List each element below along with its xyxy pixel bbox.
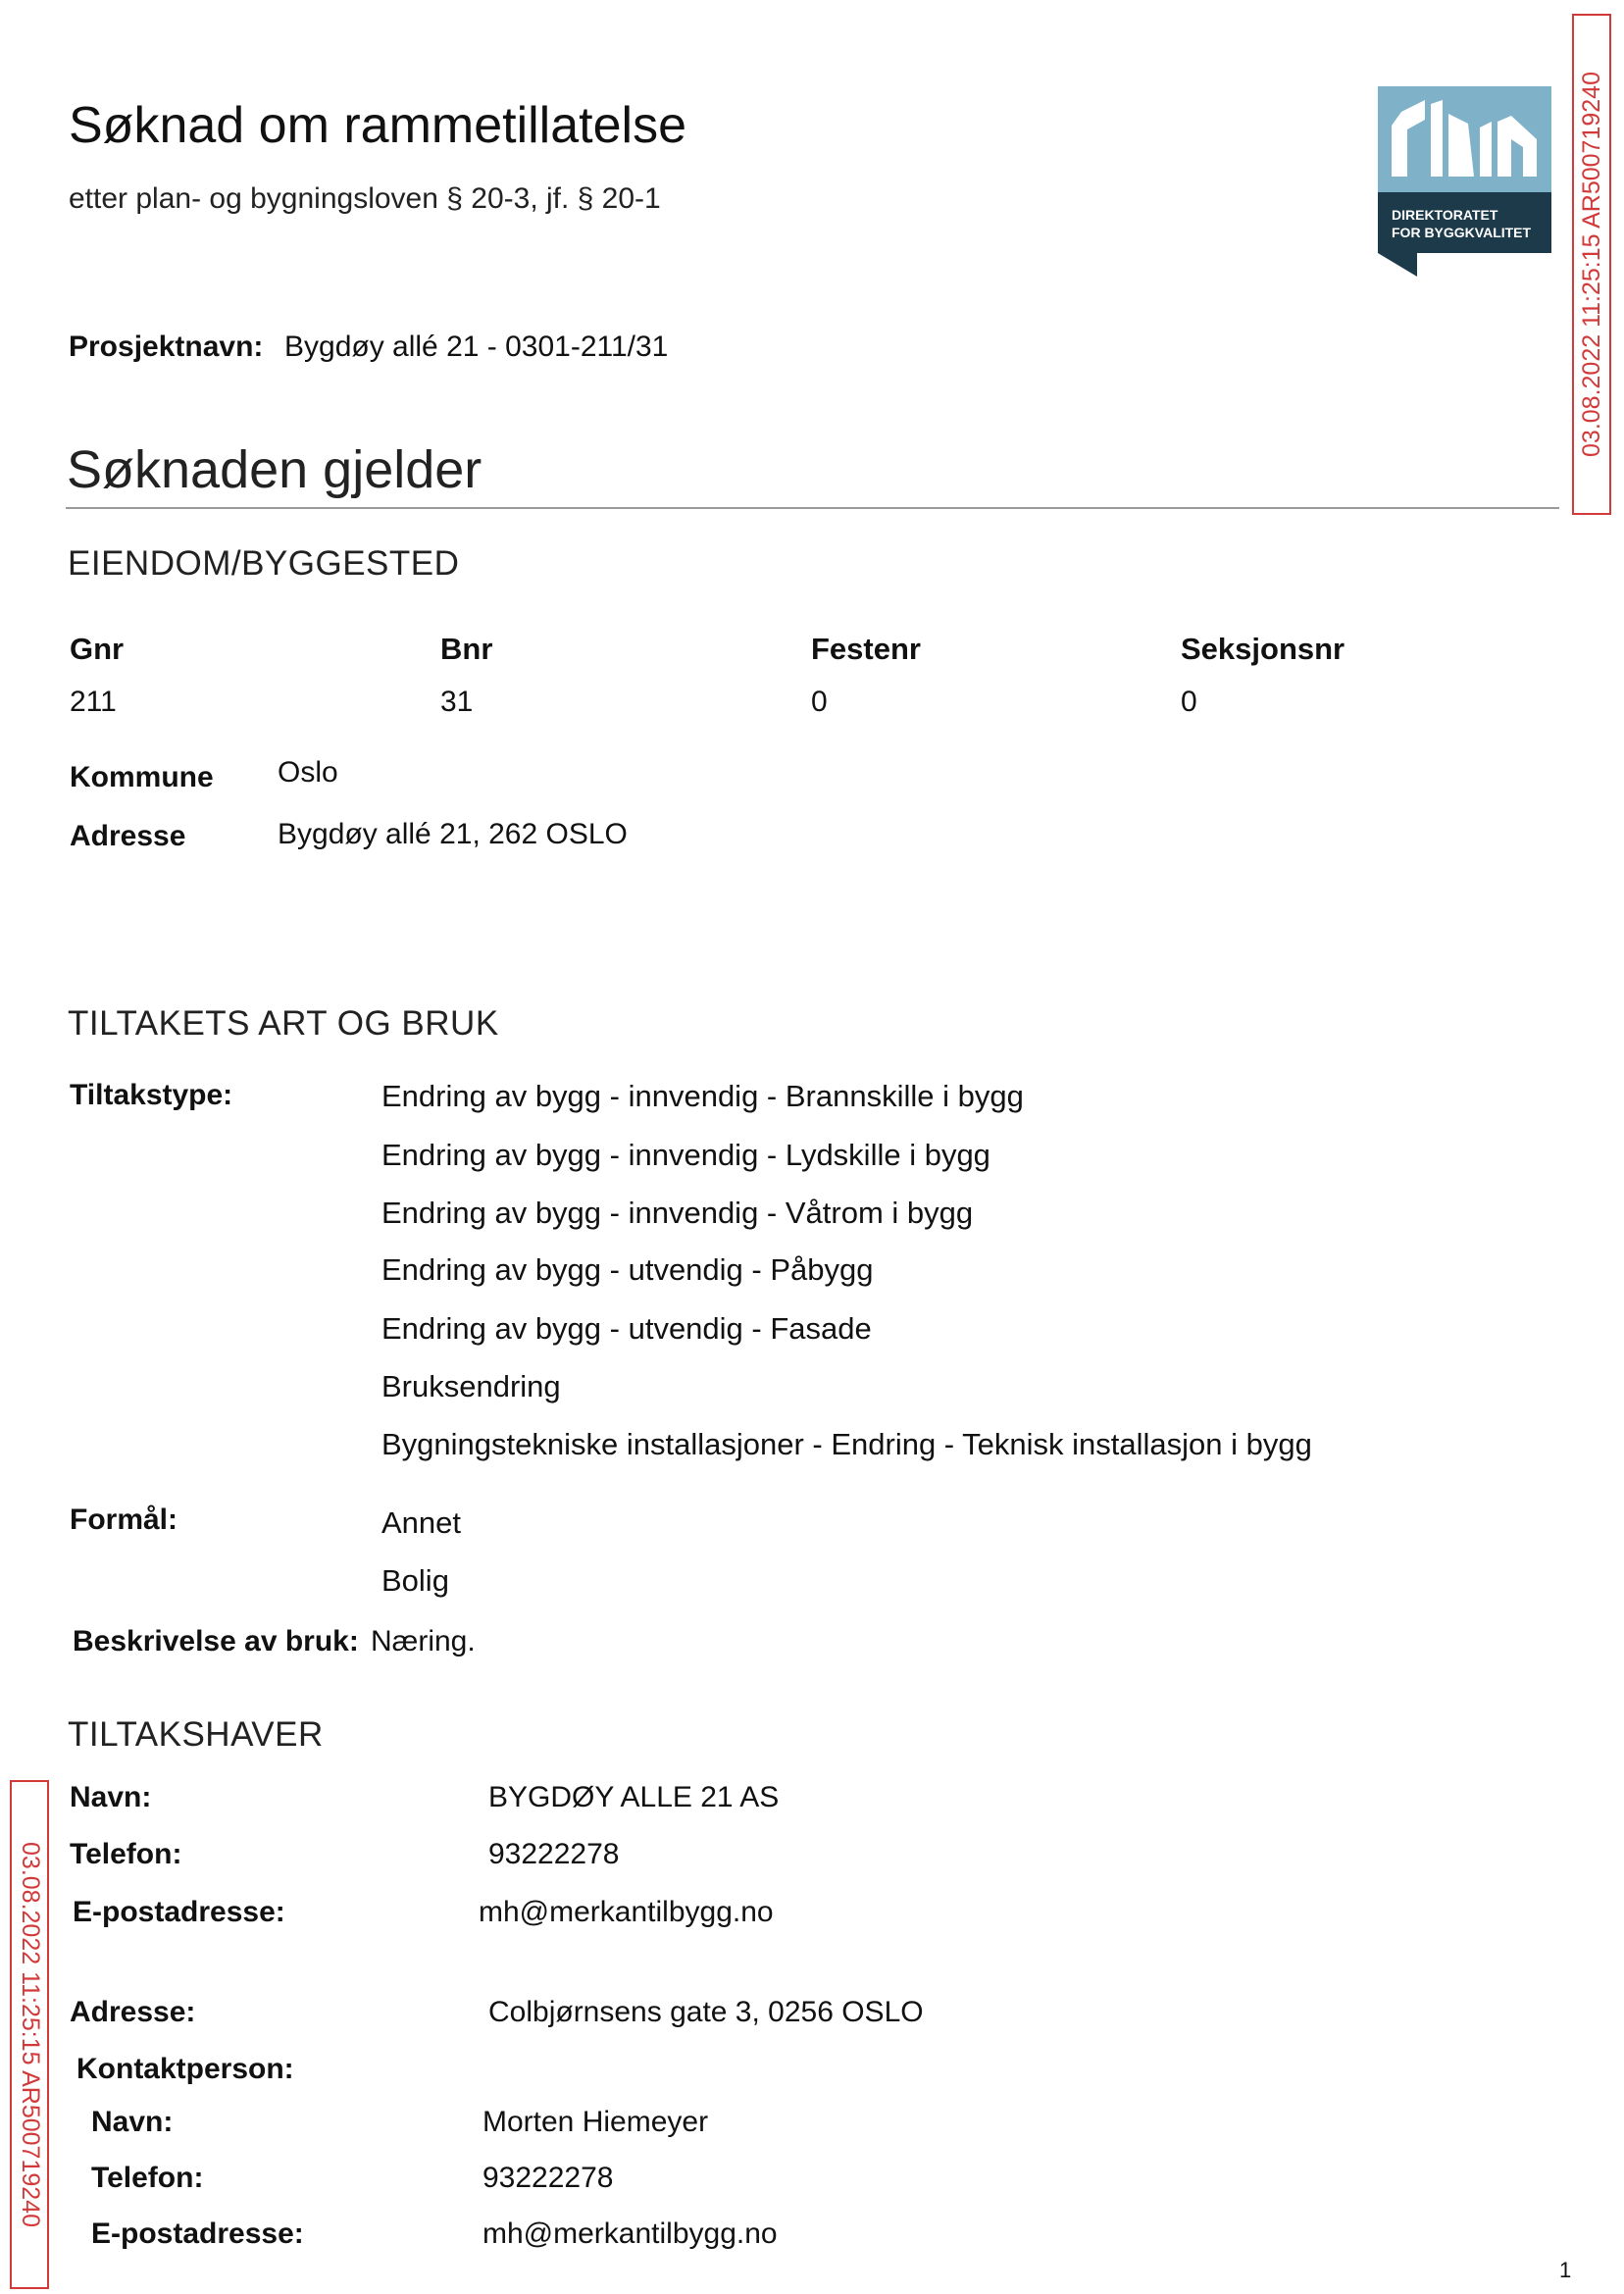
archive-stamp-top xyxy=(1572,14,1611,515)
tiltakshaver-telefon-label: Telefon: xyxy=(70,1838,182,1870)
property-heading: EIENDOM/BYGGESTED xyxy=(68,544,460,583)
archive-stamp-text: 03.08.2022 11:25:15 AR500719240 xyxy=(16,1842,44,2227)
document-subtitle: etter plan- og bygningsloven § 20-3, jf. § 20-1 xyxy=(69,182,661,215)
tiltakstype-item: Endring av bygg - innvendig - Våtrom i bygg xyxy=(381,1196,974,1230)
logo-line1: DIREKTORATET xyxy=(1392,207,1498,223)
kontakt-epost-label: E-postadresse: xyxy=(91,2218,304,2250)
tiltakshaver-adresse-value: Colbjørnsens gate 3, 0256 OSLO xyxy=(488,1996,924,2028)
logo-bottom-block xyxy=(1378,192,1551,253)
tiltak-heading: TILTAKETS ART OG BRUK xyxy=(68,1004,499,1043)
tiltakstype-item: Endring av bygg - utvendig - Fasade xyxy=(381,1311,872,1346)
tiltakstype-item: Endring av bygg - innvendig - Lydskille i bygg xyxy=(381,1138,990,1172)
formal-item: Annet xyxy=(381,1505,462,1540)
kontakt-epost-value: mh@merkantilbygg.no xyxy=(482,2218,778,2250)
bnr-label: Bnr xyxy=(440,632,493,666)
beskrivelse-label: Beskrivelse av bruk: xyxy=(73,1625,359,1657)
tiltakshaver-navn-value: BYGDØY ALLE 21 AS xyxy=(488,1781,780,1813)
kontaktperson-label: Kontaktperson: xyxy=(76,2053,294,2085)
tiltakshaver-telefon-value: 93222278 xyxy=(488,1838,620,1870)
adresse-value: Bygdøy allé 21, 262 OSLO xyxy=(278,818,628,850)
tiltakstype-item: Bruksendring xyxy=(381,1369,561,1403)
formal-label: Formål: xyxy=(70,1504,178,1536)
page-number: 1 xyxy=(1559,2258,1572,2282)
dibk-logo-icon xyxy=(1378,86,1551,277)
tiltakshaver-adresse-label: Adresse: xyxy=(70,1996,196,2028)
document-title: Søknad om rammetillatelse xyxy=(69,97,686,154)
beskrivelse-value: Næring. xyxy=(371,1625,476,1657)
kontakt-navn-label: Navn: xyxy=(91,2106,174,2138)
bnr-value: 31 xyxy=(440,686,474,718)
section-heading: Søknaden gjelder xyxy=(67,440,482,499)
project-value: Bygdøy allé 21 - 0301-211/31 xyxy=(284,331,669,363)
kommune-label: Kommune xyxy=(70,761,214,793)
tiltakshaver-navn-label: Navn: xyxy=(70,1781,152,1813)
tiltakstype-item: Bygningstekniske installasjoner - Endring - Teknisk installasjon i bygg xyxy=(381,1427,1312,1461)
festenr-label: Festenr xyxy=(811,632,921,666)
logo-ribbon-tail xyxy=(1378,253,1417,277)
adresse-label: Adresse xyxy=(70,820,186,852)
tiltakstype-item: Endring av bygg - innvendig - Brannskille i bygg xyxy=(381,1079,1024,1113)
section-divider xyxy=(66,507,1559,509)
tiltakshaver-heading: TILTAKSHAVER xyxy=(68,1715,324,1754)
tiltakstype-label: Tiltakstype: xyxy=(70,1079,233,1111)
project-label: Prosjektnavn: xyxy=(69,331,264,363)
kontakt-navn-value: Morten Hiemeyer xyxy=(482,2106,709,2138)
kontakt-telefon-label: Telefon: xyxy=(91,2162,204,2194)
archive-stamp-text: 03.08.2022 11:25:15 AR500719240 xyxy=(1577,72,1605,457)
kommune-value: Oslo xyxy=(278,756,338,789)
festenr-value: 0 xyxy=(811,686,828,718)
seksjonsnr-value: 0 xyxy=(1181,686,1197,718)
kontakt-telefon-value: 93222278 xyxy=(482,2162,614,2194)
tiltakshaver-epost-value: mh@merkantilbygg.no xyxy=(479,1896,774,1928)
tiltakstype-item: Endring av bygg - utvendig - Påbygg xyxy=(381,1252,874,1287)
tiltakshaver-epost-label: E-postadresse: xyxy=(73,1896,285,1928)
archive-stamp-side xyxy=(10,1780,49,2289)
formal-item: Bolig xyxy=(381,1563,449,1598)
gnr-value: 211 xyxy=(70,686,117,718)
gnr-label: Gnr xyxy=(70,632,125,666)
logo-line2: FOR BYGGKVALITET xyxy=(1392,225,1532,240)
seksjonsnr-label: Seksjonsnr xyxy=(1181,632,1345,666)
